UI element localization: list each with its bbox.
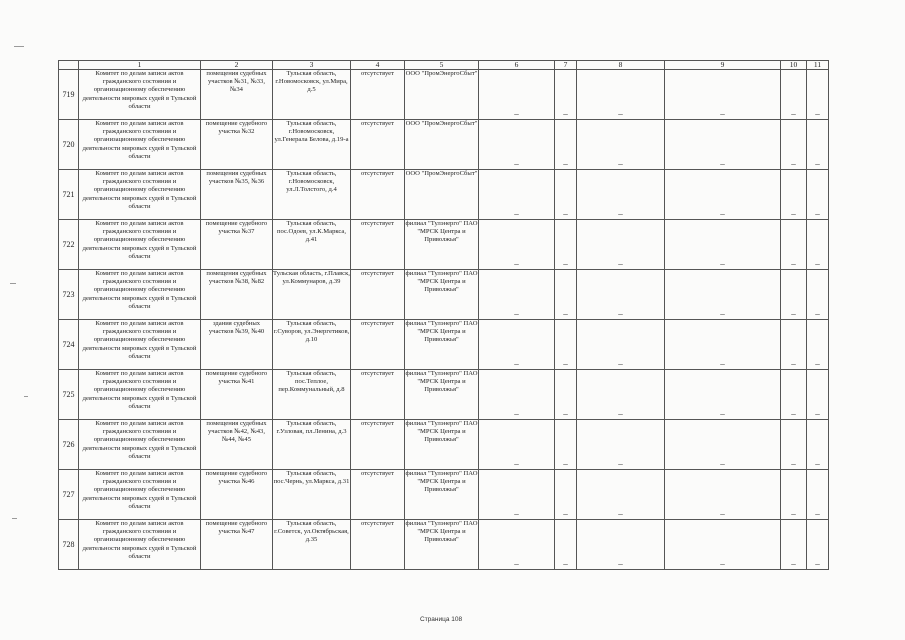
- dash-cell: –: [781, 170, 807, 220]
- dash-cell: –: [665, 420, 781, 470]
- column-header: 1: [79, 61, 201, 70]
- dash-cell: –: [577, 70, 665, 120]
- column-header: 6: [479, 61, 555, 70]
- dash-cell: –: [781, 70, 807, 120]
- dash-cell: –: [665, 120, 781, 170]
- organization-name-cell: Комитет по делам записи актов гражданского состояния и организационному обеспечению деятельности мировых судей в Тульской области: [79, 70, 201, 120]
- dash-cell: –: [479, 170, 555, 220]
- dash-cell: –: [807, 120, 829, 170]
- energy-supplier-cell: филиал "Тулэнерго" ПАО "МРСК Центра и Приволжья": [405, 220, 479, 270]
- row-number: 723: [59, 270, 79, 320]
- organization-name-cell: Комитет по делам записи актов гражданского состояния и организационному обеспечению деятельности мировых судей в Тульской области: [79, 520, 201, 570]
- owner-cell: отсутствует: [351, 320, 405, 370]
- dash-cell: –: [479, 320, 555, 370]
- dash-cell: –: [479, 270, 555, 320]
- dash-cell: –: [577, 370, 665, 420]
- dash-cell: –: [781, 270, 807, 320]
- dash-cell: –: [807, 70, 829, 120]
- dash-cell: –: [781, 420, 807, 470]
- dash-cell: –: [807, 270, 829, 320]
- owner-cell: отсутствует: [351, 470, 405, 520]
- owner-cell: отсутствует: [351, 270, 405, 320]
- table-row: [59, 270, 829, 320]
- energy-supplier-cell: филиал "Тулэнерго" ПАО "МРСК Центра и Приволжья": [405, 320, 479, 370]
- owner-cell: отсутствует: [351, 370, 405, 420]
- premises-cell: помещения судебных участков №31, №33, №34: [201, 70, 273, 120]
- dash-cell: –: [807, 220, 829, 270]
- dash-cell: –: [479, 420, 555, 470]
- dash-cell: –: [479, 70, 555, 120]
- dash-cell: –: [577, 470, 665, 520]
- owner-cell: отсутствует: [351, 520, 405, 570]
- organization-name-cell: Комитет по делам записи актов гражданского состояния и организационному обеспечению деятельности мировых судей в Тульской области: [79, 470, 201, 520]
- dash-cell: –: [665, 320, 781, 370]
- energy-supplier-cell: ООО "ПромЭнергоСбыт": [405, 70, 479, 120]
- address-cell: Тульская область, пос.Теплое, пер.Коммунальный, д.8: [273, 370, 351, 420]
- organization-name-cell: Комитет по делам записи актов гражданского состояния и организационному обеспечению деятельности мировых судей в Тульской области: [79, 120, 201, 170]
- dash-cell: –: [577, 220, 665, 270]
- scan-mark: [12, 518, 17, 519]
- dash-cell: –: [555, 120, 577, 170]
- row-number: 724: [59, 320, 79, 370]
- row-number: 719: [59, 70, 79, 120]
- dash-cell: –: [781, 120, 807, 170]
- organization-name-cell: Комитет по делам записи актов гражданского состояния и организационному обеспечению деятельности мировых судей в Тульской области: [79, 320, 201, 370]
- energy-supplier-cell: ООО "ПромЭнергоСбыт": [405, 120, 479, 170]
- dash-cell: –: [781, 370, 807, 420]
- dash-cell: –: [781, 470, 807, 520]
- dash-cell: –: [577, 270, 665, 320]
- energy-supplier-cell: филиал "Тулэнерго" ПАО "МРСК Центра и Приволжья": [405, 520, 479, 570]
- page-number: Страница 108: [420, 616, 463, 623]
- premises-cell: помещения судебных участков №42, №43, №44, №45: [201, 420, 273, 470]
- row-number: 727: [59, 470, 79, 520]
- premises-cell: помещение судебного участка №47: [201, 520, 273, 570]
- energy-supplier-cell: филиал "Тулэнерго" ПАО "МРСК Центра и Приволжья": [405, 370, 479, 420]
- row-number: 721: [59, 170, 79, 220]
- dash-cell: –: [555, 170, 577, 220]
- energy-supplier-cell: филиал "Тулэнерго" ПАО "МРСК Центра и Приволжья": [405, 420, 479, 470]
- column-header: 7: [555, 61, 577, 70]
- row-number: 720: [59, 120, 79, 170]
- energy-supplier-cell: филиал "Тулэнерго" ПАО "МРСК Центра и Приволжья": [405, 470, 479, 520]
- owner-cell: отсутствует: [351, 70, 405, 120]
- address-cell: Тульская область, пос.Чернь, ул.Маркса, д.31: [273, 470, 351, 520]
- row-number: 725: [59, 370, 79, 420]
- address-cell: Тульская область, пос.Одоев, ул.К.Маркса, д.41: [273, 220, 351, 270]
- dash-cell: –: [665, 270, 781, 320]
- dash-cell: –: [577, 420, 665, 470]
- premises-cell: помещение судебного участка №46: [201, 470, 273, 520]
- column-header: 8: [577, 61, 665, 70]
- scan-mark: [10, 283, 16, 284]
- dash-cell: –: [555, 520, 577, 570]
- premises-cell: помещения судебных участков №38, №82: [201, 270, 273, 320]
- column-header: 3: [273, 61, 351, 70]
- dash-cell: –: [479, 120, 555, 170]
- table-row: [59, 120, 829, 170]
- organization-name-cell: Комитет по делам записи актов гражданского состояния и организационному обеспечению деятельности мировых судей в Тульской области: [79, 170, 201, 220]
- dash-cell: –: [807, 370, 829, 420]
- energy-supplier-cell: ООО "ПромЭнергоСбыт": [405, 170, 479, 220]
- dash-cell: –: [555, 470, 577, 520]
- column-number-row: [59, 61, 829, 70]
- owner-cell: отсутствует: [351, 420, 405, 470]
- dash-cell: –: [665, 520, 781, 570]
- table-row: [59, 70, 829, 120]
- dash-cell: –: [555, 220, 577, 270]
- table-row: [59, 220, 829, 270]
- column-header: 11: [807, 61, 829, 70]
- row-number: 728: [59, 520, 79, 570]
- organization-name-cell: Комитет по делам записи актов гражданского состояния и организационному обеспечению деятельности мировых судей в Тульской области: [79, 270, 201, 320]
- dash-cell: –: [479, 370, 555, 420]
- premises-cell: помещение судебного участка №32: [201, 120, 273, 170]
- dash-cell: –: [807, 170, 829, 220]
- address-cell: Тульская область, г.Узловая, пл.Ленина, д.3: [273, 420, 351, 470]
- premises-cell: помещение судебного участка №41: [201, 370, 273, 420]
- organization-name-cell: Комитет по делам записи актов гражданского состояния и организационному обеспечению деятельности мировых судей в Тульской области: [79, 220, 201, 270]
- dash-cell: –: [807, 470, 829, 520]
- dash-cell: –: [577, 320, 665, 370]
- dash-cell: –: [807, 420, 829, 470]
- dash-cell: –: [781, 520, 807, 570]
- dash-cell: –: [479, 220, 555, 270]
- dash-cell: –: [479, 470, 555, 520]
- dash-cell: –: [781, 320, 807, 370]
- owner-cell: отсутствует: [351, 120, 405, 170]
- organization-name-cell: Комитет по делам записи актов гражданского состояния и организационному обеспечению деятельности мировых судей в Тульской области: [79, 370, 201, 420]
- owner-cell: отсутствует: [351, 170, 405, 220]
- column-header: 5: [405, 61, 479, 70]
- scan-mark: [14, 46, 24, 47]
- address-cell: Тульская область, г.Новомосковск, ул.Генерала Белова, д.19-а: [273, 120, 351, 170]
- column-header: 10: [781, 61, 807, 70]
- dash-cell: –: [555, 420, 577, 470]
- premises-cell: здания судебных участков №39, №40: [201, 320, 273, 370]
- dash-cell: –: [665, 470, 781, 520]
- column-header: 4: [351, 61, 405, 70]
- scan-mark: [24, 396, 28, 397]
- premises-cell: помещения судебных участков №35, №36: [201, 170, 273, 220]
- dash-cell: –: [807, 520, 829, 570]
- table-row: [59, 420, 829, 470]
- dash-cell: –: [555, 70, 577, 120]
- organization-name-cell: Комитет по делам записи актов гражданского состояния и организационному обеспечению деятельности мировых судей в Тульской области: [79, 420, 201, 470]
- dash-cell: –: [665, 170, 781, 220]
- table-row: [59, 470, 829, 520]
- energy-supplier-cell: филиал "Тулэнерго" ПАО "МРСК Центра и Приволжья": [405, 270, 479, 320]
- address-cell: Тульская область, г.Суворов, ул.Энергетиков, д.10: [273, 320, 351, 370]
- row-number: 726: [59, 420, 79, 470]
- address-cell: Тульская область, г.Плавск, ул.Коммунаров, д.39: [273, 270, 351, 320]
- dash-cell: –: [665, 220, 781, 270]
- table-row: [59, 370, 829, 420]
- dash-cell: –: [665, 370, 781, 420]
- dash-cell: –: [577, 120, 665, 170]
- table-row: [59, 320, 829, 370]
- dash-cell: –: [577, 520, 665, 570]
- dash-cell: –: [665, 70, 781, 120]
- address-cell: Тульская область, г.Новомосковск, ул.Л.Толстого, д.4: [273, 170, 351, 220]
- address-cell: Тульская область, г.Советск, ул.Октябрьская, д.35: [273, 520, 351, 570]
- row-number: 722: [59, 220, 79, 270]
- dash-cell: –: [781, 220, 807, 270]
- address-cell: Тульская область, г.Новомосковск, ул.Мира, д.5: [273, 70, 351, 120]
- column-header: [59, 61, 79, 70]
- premises-cell: помещение судебного участка №37: [201, 220, 273, 270]
- dash-cell: –: [555, 320, 577, 370]
- dash-cell: –: [555, 370, 577, 420]
- dash-cell: –: [577, 170, 665, 220]
- table-row: [59, 520, 829, 570]
- column-header: 9: [665, 61, 781, 70]
- registry-table: [58, 60, 829, 570]
- column-header: 2: [201, 61, 273, 70]
- owner-cell: отсутствует: [351, 220, 405, 270]
- dash-cell: –: [479, 520, 555, 570]
- dash-cell: –: [807, 320, 829, 370]
- dash-cell: –: [555, 270, 577, 320]
- table-row: [59, 170, 829, 220]
